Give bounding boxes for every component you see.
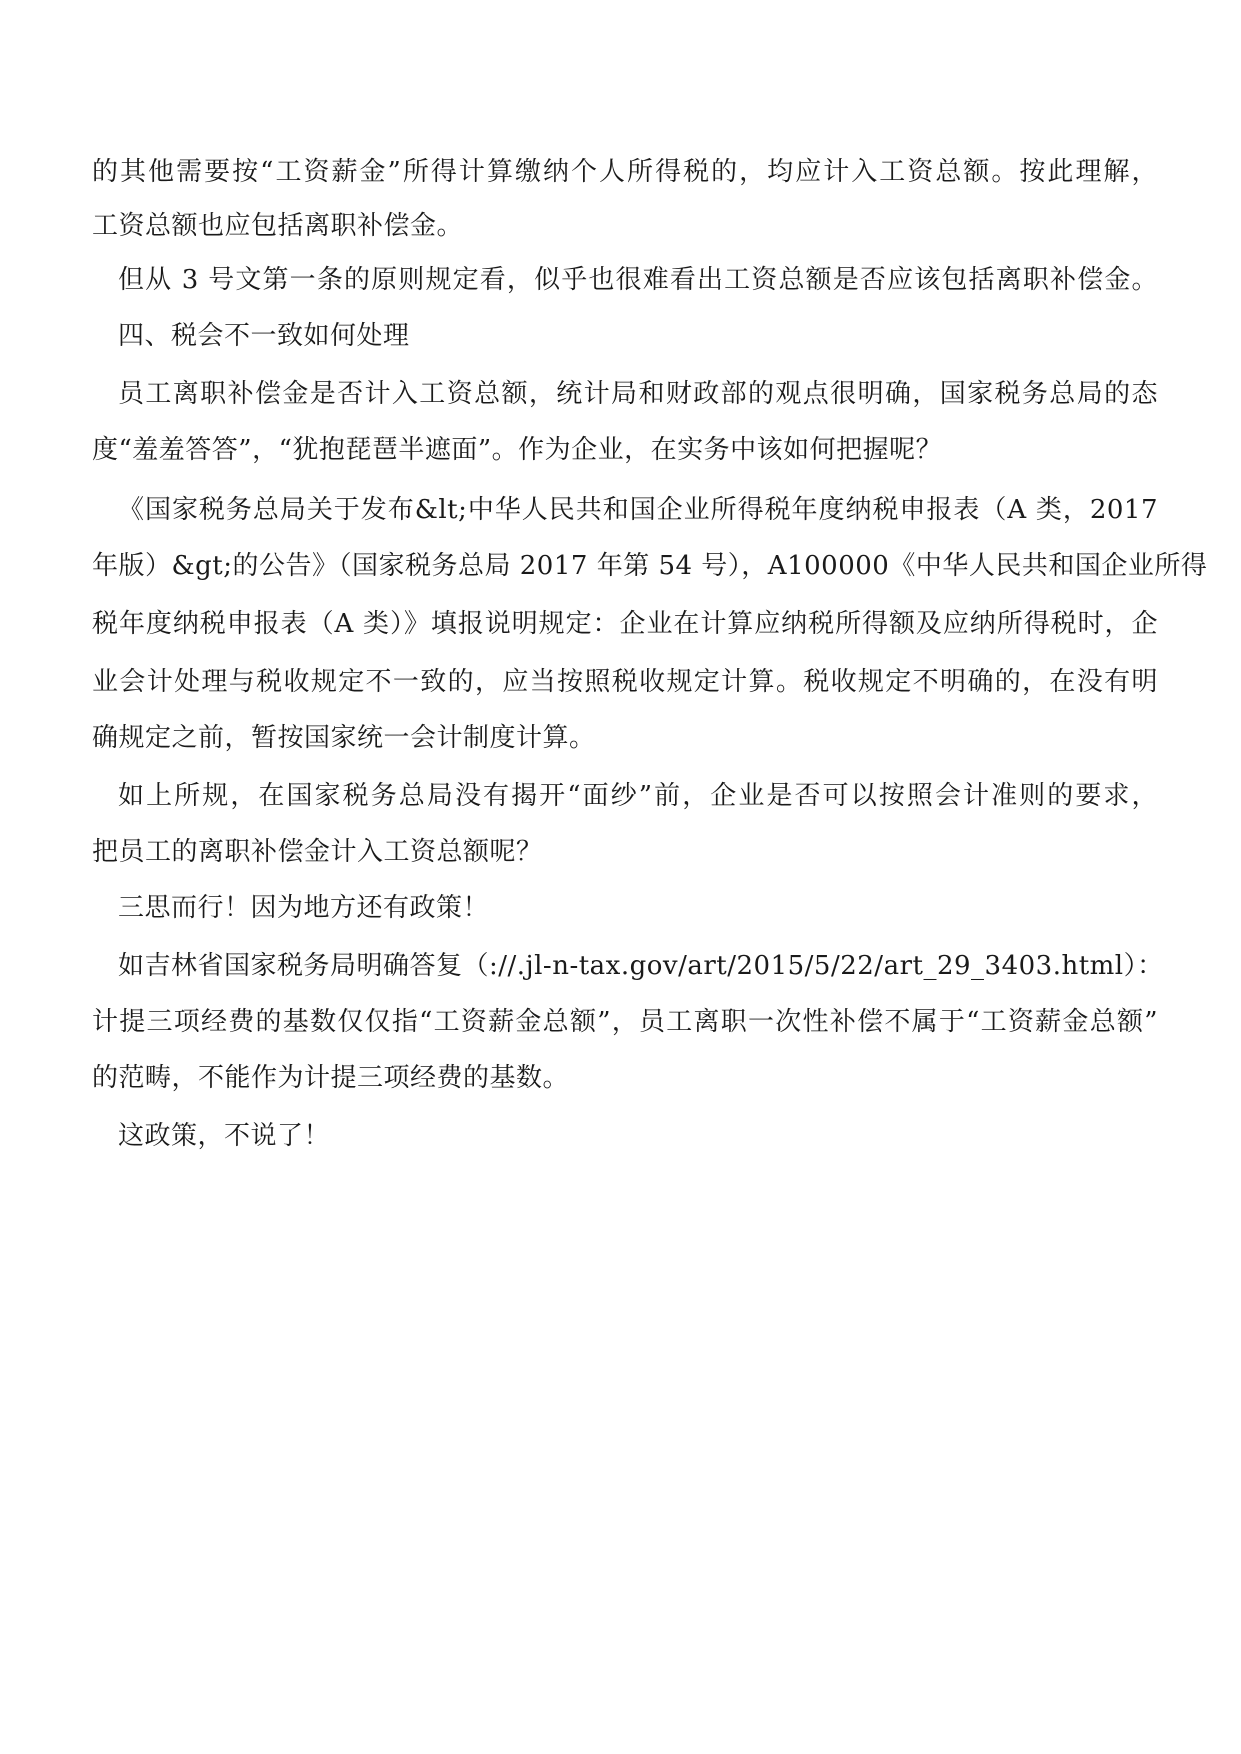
text-line: 如吉林省国家税务局明确答复（://.jl-n-tax.gov/art/2015/5/22/art_29_3403.html）： [118,951,1164,981]
text-line: 如上所规，在国家税务总局没有揭开“面纱”前，企业是否可以按照会计准则的要求， [118,781,1158,811]
text-line: 度“羞羞答答”，“犹抱琵琶半遮面”。作为企业，在实务中该如何把握呢？ [92,435,943,465]
text-line: 但从 3 号文第一条的原则规定看，似乎也很难看出工资总额是否应该包括离职补偿金。 [118,265,1158,295]
text-line: 的其他需要按“工资薪金”所得计算缴纳个人所得税的，均应计入工资总额。按此理解， [92,157,1158,187]
text-line: 计提三项经费的基数仅仅指“工资薪金总额”，员工离职一次性补偿不属于“工资薪金总额” [92,1007,1158,1037]
text-line: 业会计处理与税收规定不一致的，应当按照税收规定计算。税收规定不明确的，在没有明 [92,667,1158,697]
text-line: 税年度纳税申报表（A 类）》填报说明规定：企业在计算应纳税所得额及应纳所得税时，企 [92,609,1158,639]
text-line: 把员工的离职补偿金计入工资总额呢？ [92,837,543,867]
text-line: 确规定之前，暂按国家统一会计制度计算。 [92,723,596,753]
text-line: 三思而行！因为地方还有政策！ [118,893,490,923]
text-line: 的范畴，不能作为计提三项经费的基数。 [92,1063,570,1093]
text-line: 《国家税务总局关于发布&lt;中华人民共和国企业所得税年度纳税申报表（A 类，2017 [118,495,1158,525]
text-line: 员工离职补偿金是否计入工资总额，统计局和财政部的观点很明确，国家税务总局的态 [118,379,1158,409]
text-line: 这政策，不说了！ [118,1121,331,1151]
text-line: 年版）&gt;的公告》（国家税务总局 2017 年第 54 号），A100000《中华人民共和国企业所得 [92,551,1208,581]
section-heading: 四、税会不一致如何处理 [118,321,410,351]
text-line: 工资总额也应包括离职补偿金。 [92,211,464,241]
